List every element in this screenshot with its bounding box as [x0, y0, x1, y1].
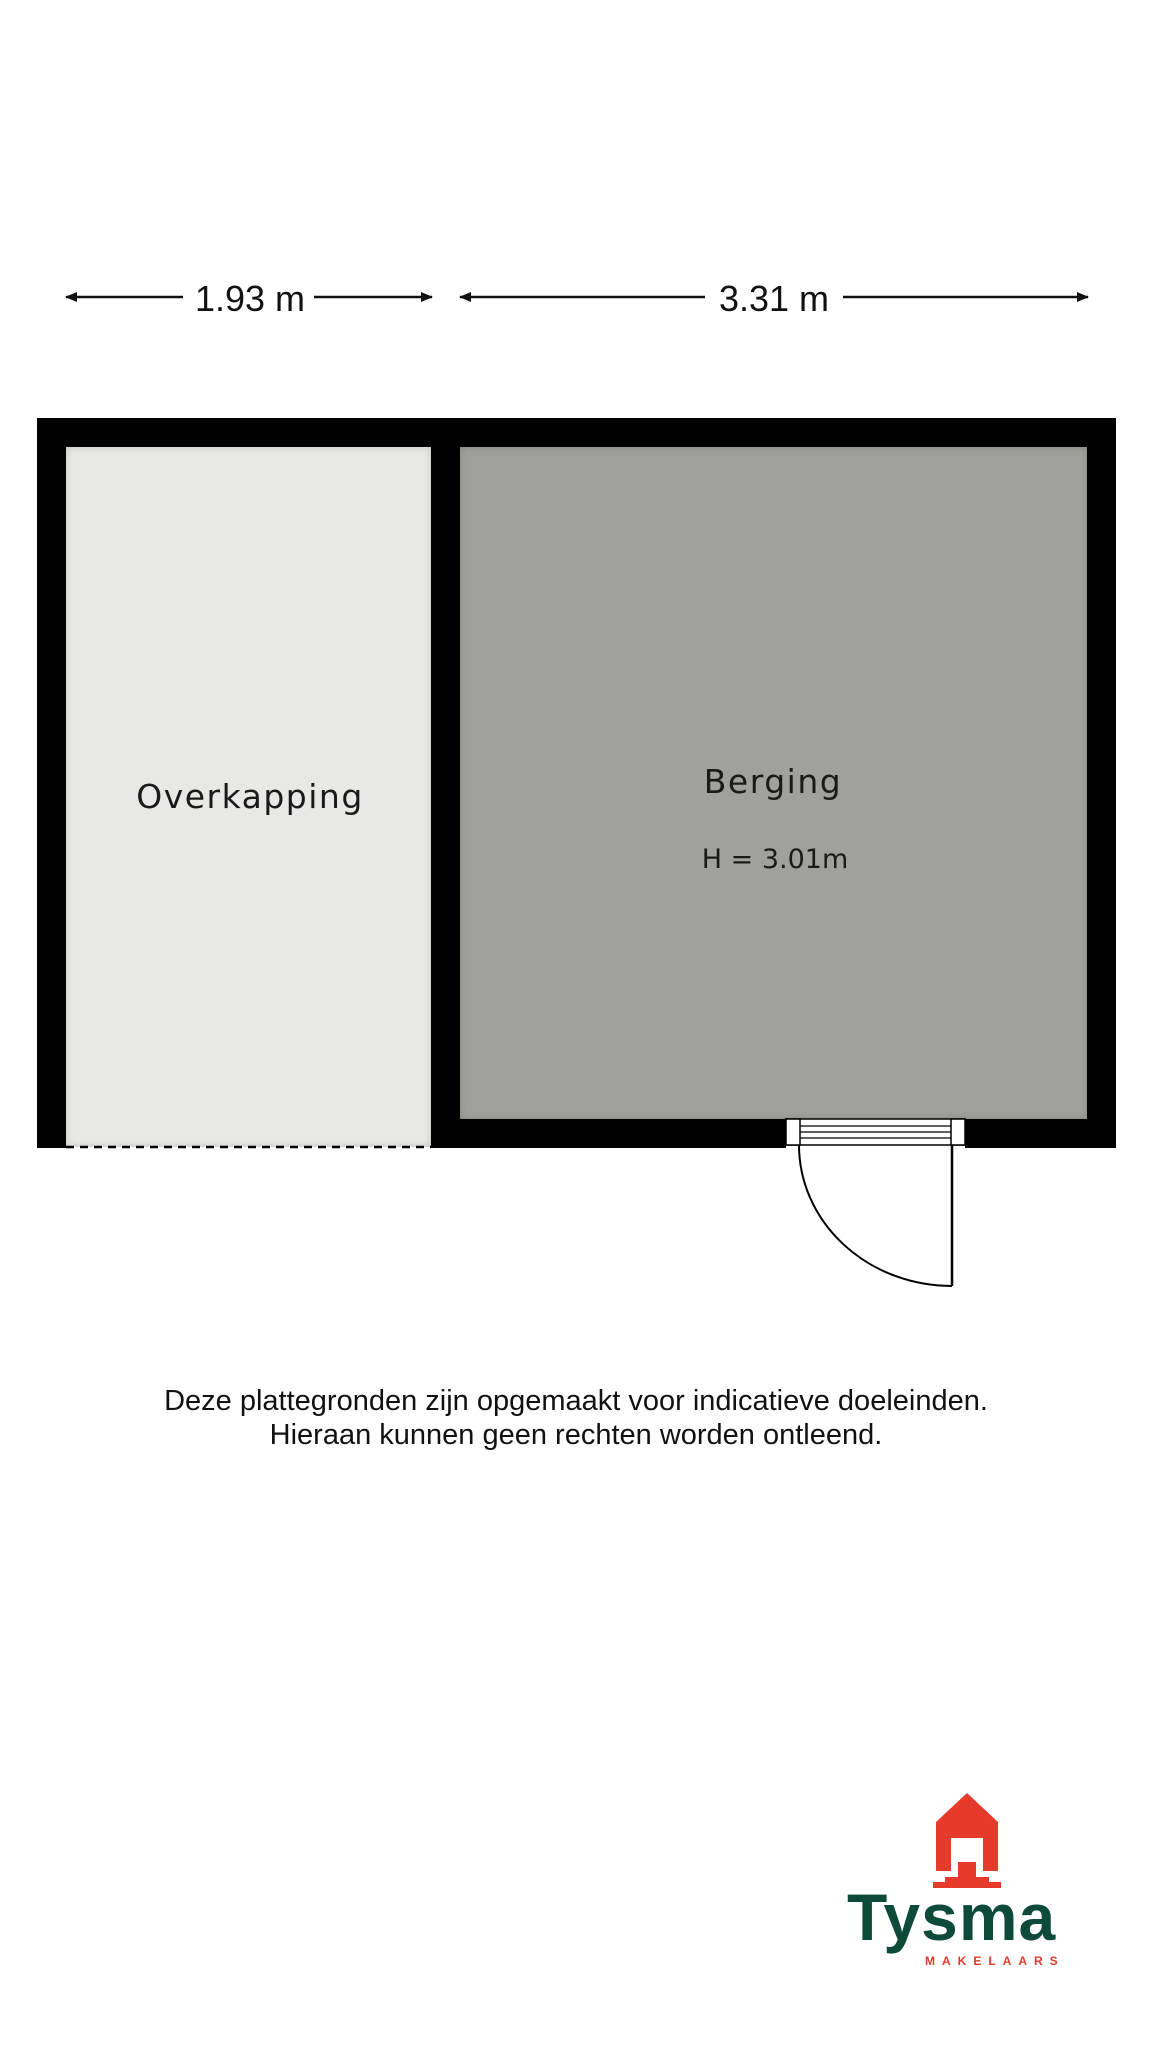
room-berging-height: H = 3.01m	[701, 844, 849, 875]
door	[786, 1119, 965, 1286]
disclaimer-line-2: Hieraan kunnen geen rechten worden ontleend.	[269, 1419, 883, 1451]
tysma-logo	[840, 1785, 1130, 1975]
dimension-left-label: 1.93 m	[194, 278, 306, 319]
dimension-left	[66, 278, 432, 319]
disclaimer	[0, 1384, 1152, 1452]
room-overkapping-label: Overkapping	[136, 777, 364, 816]
logo-tagline: MAKELAARS	[925, 1954, 1065, 1968]
door-swing-arc	[799, 1145, 952, 1286]
house-icon	[933, 1793, 1001, 1888]
room-berging-label: Berging	[703, 762, 843, 801]
disclaimer-line-1: Deze plattegronden zijn opgemaakt voor indicatieve doeleinden.	[164, 1385, 988, 1417]
dimension-right	[460, 278, 1088, 319]
logo-name: Tysma	[847, 1880, 1057, 1954]
dimension-right-label: 3.31 m	[718, 278, 830, 319]
